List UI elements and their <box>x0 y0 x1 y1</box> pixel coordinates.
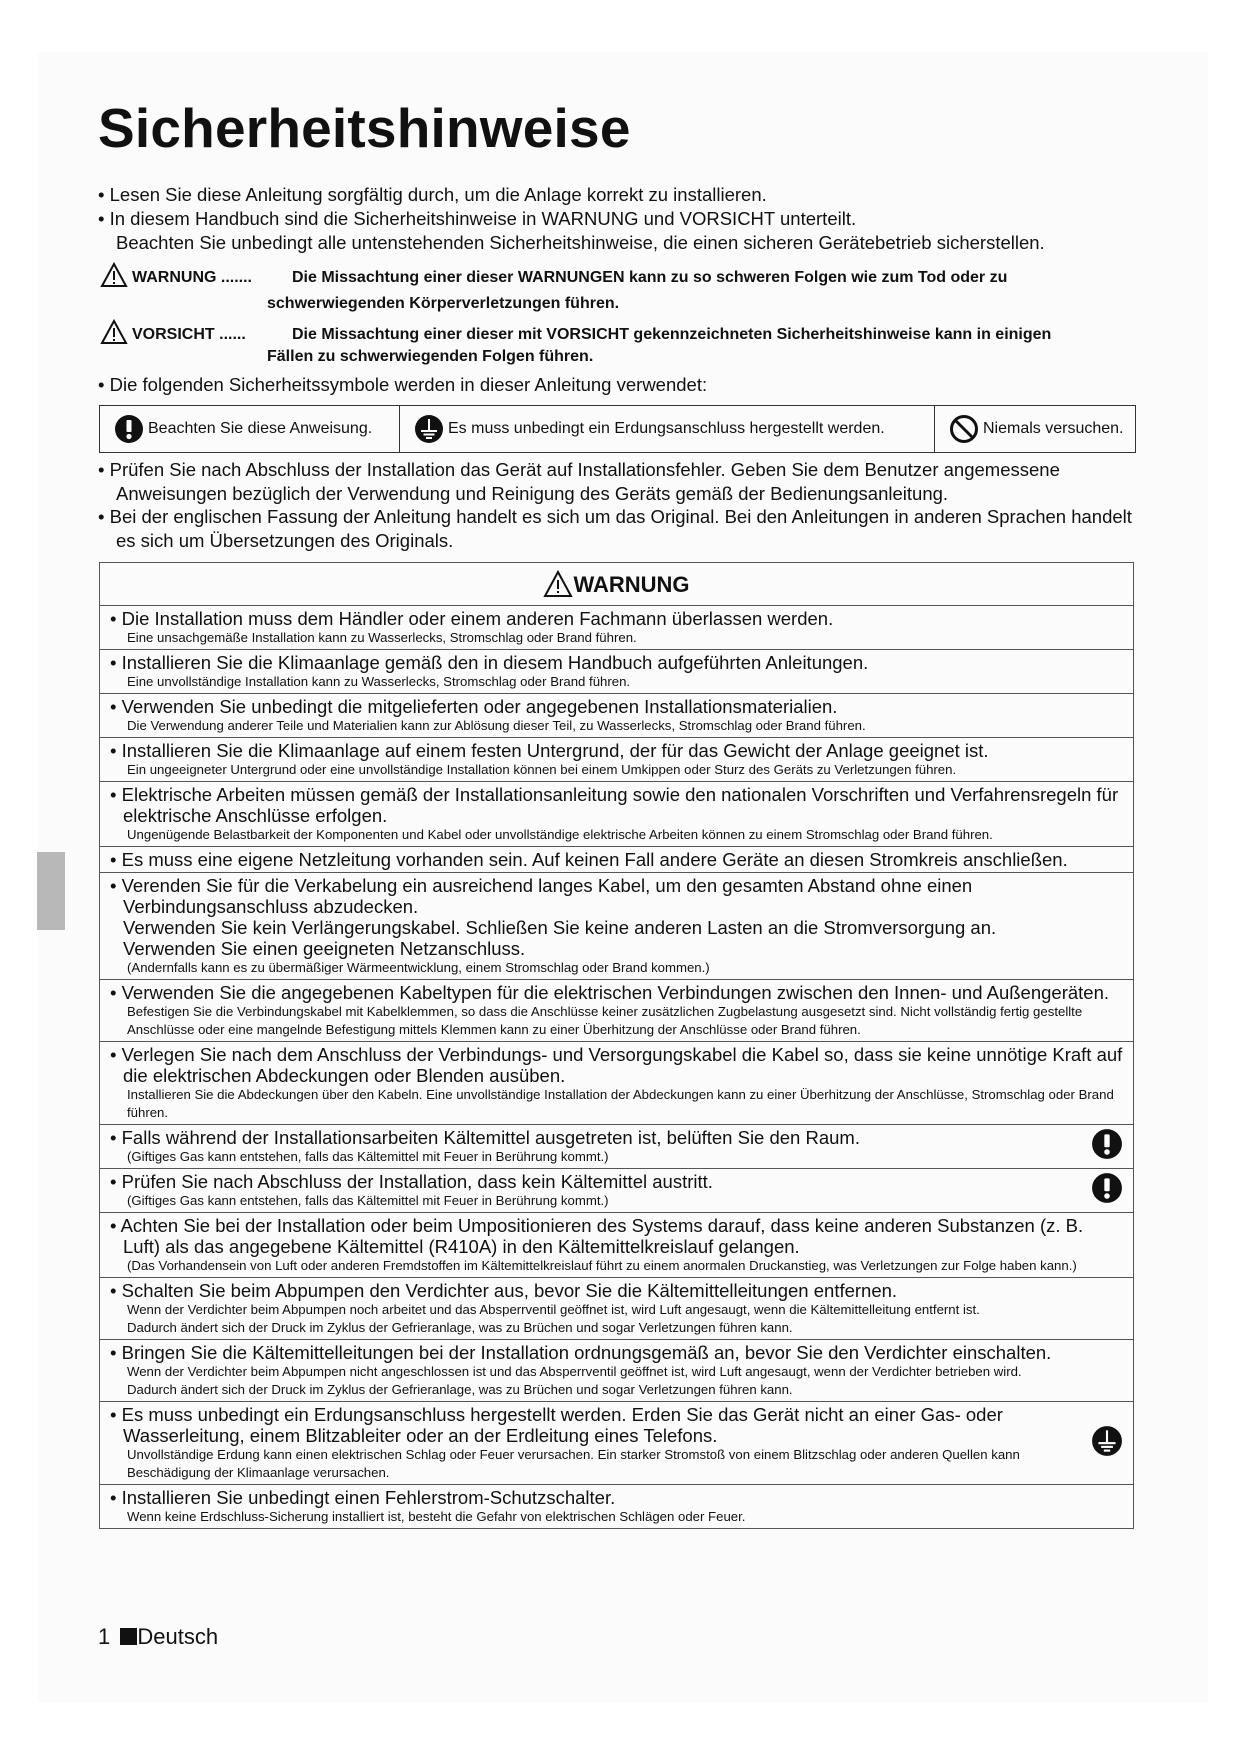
warning-row <box>100 1125 1134 1169</box>
warning-row-detail: (Giftiges Gas kann entstehen, falls das Kältemittel mit Feuer in Berührung kommt.) <box>127 1193 609 1208</box>
warning-row-main: • Achten Sie bei der Installation oder beim Umpositionieren des Systems darauf, dass keine anderen Substanzen (z. B. Luft) als das angegebene Kältemittel (R410A) in den Kältemittelkreislauf gelangen. <box>110 1215 1084 1257</box>
warning-row-detail: Installieren Sie die Abdeckungen über den Kabeln. Eine unvollständige Installation der Abdeckungen kann zu einer Überhitzung der Anschlüsse, Stromschlag oder Brand führen. <box>127 1087 1114 1120</box>
warning-row-detail: (Andernfalls kann es zu übermäßiger Wärmeentwicklung, einem Stromschlag oder Brand kommen.) <box>127 960 710 975</box>
ground-icon <box>1091 1425 1123 1462</box>
warning-triangle-icon <box>100 262 128 288</box>
warning-row-main: • Es muss unbedingt ein Erdungsanschluss hergestellt werden. Erden Sie das Gerät nicht an einer Gas- oder Wasserleitung, einem Blitzableiter oder an der Erdleitung eines Telefons. <box>110 1404 1003 1446</box>
symbol-cell <box>935 406 1135 452</box>
warning-row-detail: (Giftiges Gas kann entstehen, falls das Kältemittel mit Feuer in Berührung kommt.) <box>127 1149 609 1164</box>
square-icon <box>120 1628 137 1645</box>
warning-row-main: • Verwenden Sie die angegebenen Kabeltypen für die elektrischen Verbindungen zwischen den Innen- und Außengeräten. <box>110 982 1110 1003</box>
warning-row-detail: Eine unvollständige Installation kann zu Wasserlecks, Stromschlag oder Brand führen. <box>127 674 631 689</box>
symbols-legend <box>99 405 1136 453</box>
warning-row-main: • Prüfen Sie nach Abschluss der Installation, dass kein Kältemittel austritt. <box>110 1171 713 1192</box>
footer-language: Deutsch <box>137 1624 219 1649</box>
warning-table <box>99 562 1134 1529</box>
note-item: • Prüfen Sie nach Abschluss der Installation das Gerät auf Installationsfehler. Geben Sie dem Benutzer angemessene Anweisungen bezüglich der Verwendung und Reinigung des Geräts gemäß der Bedienungsanleitung. <box>98 459 1060 504</box>
warning-row-detail: Eine unsachgemäße Installation kann zu Wasserlecks, Stromschlag oder Brand führen. <box>127 630 637 645</box>
warning-row-detail: (Das Vorhandensein von Luft oder anderen Fremdstoffen im Kältemittelkreislauf führt zu einem anormalen Druckanstieg, was Verletzungen zur Folge haben kann.) <box>127 1258 1077 1273</box>
warning-row <box>100 694 1134 738</box>
warning-row <box>100 1485 1134 1529</box>
signal-caution-text: Die Missachtung einer dieser mit VORSICHT gekennzeichneten Sicherheitshinweise kann in einigen <box>292 326 1052 343</box>
warning-row <box>100 650 1134 694</box>
warning-row-main: • Installieren Sie unbedingt einen Fehlerstrom-Schutzschalter. <box>110 1487 616 1508</box>
warning-row-detail: Befestigen Sie die Verbindungskabel mit Kabelklemmen, so dass die Anschlüsse keiner zusätzlichen Zugbelastung ausgesetzt sind. Nicht vollständig fertig gestellte Anschlüsse oder eine mangelnde Befestigung mittels Klemmen kann zu einer Überhitzung der Anschlüsse oder Brand führen. <box>127 1004 1083 1037</box>
symbol-cell <box>100 406 400 452</box>
warning-row-main: • Installieren Sie die Klimaanlage auf einem festen Untergrund, der für das Gewicht der Anlage geeignet ist. <box>110 740 989 761</box>
symbol-label: Niemals versuchen. <box>983 420 1124 437</box>
notes-list <box>98 458 1138 552</box>
warning-triangle-icon <box>543 570 573 598</box>
warning-row-detail: Die Verwendung anderer Teile und Materialien kann zur Ablösung dieser Teil, zu Wasserlecks, Stromschlag oder Brand führen. <box>127 718 866 733</box>
warning-row-main: • Verlegen Sie nach dem Anschluss der Verbindungs- und Versorgungskabel die Kabel so, dass sie keine unnötige Kraft auf die elektrischen Abdeckungen oder Blenden ausüben. <box>110 1044 1123 1086</box>
symbol-label: Es muss unbedingt ein Erdungsanschluss hergestellt werden. <box>448 420 885 437</box>
warning-row <box>100 1278 1134 1340</box>
warning-row-main: • Verwenden Sie unbedingt die mitgelieferten oder angegebenen Installationsmaterialien. <box>110 696 838 717</box>
warning-row-main: • Es muss eine eigene Netzleitung vorhanden sein. Auf keinen Fall andere Geräte an diesen Stromkreis anschließen. <box>110 849 1068 870</box>
warning-row-detail: Unvollständige Erdung kann einen elektrischen Schlag oder Feuer verursachen. Ein starker Stromstoß von einem Blitzschlag oder anderen Quellen kann Beschädigung der Klimaanlage verursachen. <box>127 1447 1020 1480</box>
symbols-intro: • Die folgenden Sicherheitssymbole werden in dieser Anleitung verwendet: <box>98 374 708 395</box>
signal-warning <box>100 262 1140 317</box>
warning-row-main: • Verenden Sie für die Verkabelung ein ausreichend langes Kabel, um den gesamten Abstand ohne einen Verbindungsanschluss abzudecken. Verwenden Sie kein Verlängerungskabel. Schließen Sie keine anderen Lasten an die Stromversorgung an. Verwenden Sie einen geeigneten Netzanschluss. <box>110 875 997 959</box>
symbol-cell <box>400 406 935 452</box>
warning-row-detail: Wenn der Verdichter beim Abpumpen nicht angeschlossen ist und das Absperrventil geöffnet ist, wird Luft angesaugt, wenn der Verdichter betrieben wird. Dadurch ändert sich der Druck im Zyklus der Gefrieranlage, was zu Brüchen und sogar Verletzungen führen kann. <box>127 1364 1022 1397</box>
warning-row-detail: Ungenügende Belastbarkeit der Komponenten und Kabel oder unvollständige elektrische Arbeiten können zu einem Stromschlag oder Brand führen. <box>127 827 993 842</box>
warning-row <box>100 1042 1134 1125</box>
warning-row <box>100 606 1134 650</box>
warning-row <box>100 1213 1134 1278</box>
warning-row-main: • Schalten Sie beim Abpumpen den Verdichter aus, bevor Sie die Kältemittelleitungen entfernen. <box>110 1280 898 1301</box>
warning-row-main: • Falls während der Installationsarbeiten Kältemittel ausgetreten ist, belüften Sie den Raum. <box>110 1127 860 1148</box>
prohibited-icon <box>949 414 979 444</box>
warning-row <box>100 1402 1134 1485</box>
exclamation-icon <box>114 414 144 444</box>
intro-item: • In diesem Handbuch sind die Sicherheitshinweise in WARNUNG und VORSICHT unterteilt. <box>98 208 857 229</box>
intro-list <box>98 183 1138 255</box>
intro-item: Beachten Sie unbedingt alle untenstehenden Sicherheitshinweise, die einen sicheren Gerätebetrieb sicherstellen. <box>116 232 1045 253</box>
symbol-label: Beachten Sie diese Anweisung. <box>148 420 373 437</box>
warning-row <box>100 980 1134 1042</box>
exclamation-icon <box>1091 1172 1123 1209</box>
signal-caution-text-2: Fällen zu schwerwiegenden Folgen führen. <box>267 348 594 365</box>
warning-row <box>100 873 1134 980</box>
warning-row-detail: Wenn keine Erdschluss-Sicherung installiert ist, besteht die Gefahr von elektrischen Schlägen oder Feuer. <box>127 1509 746 1524</box>
side-tab-marker <box>37 852 65 930</box>
warning-row <box>100 1169 1134 1213</box>
exclamation-icon <box>1091 1128 1123 1165</box>
page-footer <box>98 1624 218 1650</box>
signal-warning-label: WARNUNG ....... <box>132 269 252 286</box>
warning-row <box>100 1340 1134 1402</box>
page-title: Sicherheitshinweise <box>98 97 631 159</box>
page-number: 1 <box>98 1624 111 1649</box>
signal-warning-text: Die Missachtung einer dieser WARNUNGEN kann zu so schweren Folgen wie zum Tod oder zu <box>292 269 1008 286</box>
warning-row-main: • Bringen Sie die Kältemittelleitungen bei der Installation ordnungsgemäß an, bevor Sie den Verdichter einschalten. <box>110 1342 1052 1363</box>
warning-row <box>100 782 1134 847</box>
warning-table-header <box>100 563 1134 606</box>
warning-row-main: • Elektrische Arbeiten müssen gemäß der Installationsanleitung sowie den nationalen Vorschriften und Verfahrensregeln für elektrische Anschlüsse erfolgen. <box>110 784 1119 826</box>
signal-warning-text-2: schwerwiegenden Körperverletzungen führen. <box>267 295 620 312</box>
warning-row-detail: Wenn der Verdichter beim Abpumpen noch arbeitet und das Absperrventil geöffnet ist, wird Luft angesaugt, wenn die Kältemittelleitung entfernt ist. Dadurch ändert sich der Druck im Zyklus der Gefrieranlage, was zu Brüchen und sogar Verletzungen führen kann. <box>127 1302 980 1335</box>
warning-row <box>100 738 1134 782</box>
signal-caution <box>100 319 1140 368</box>
note-item: • Bei der englischen Fassung der Anleitung handelt es sich um das Original. Bei den Anleitungen in anderen Sprachen handelt es sich um Übersetzungen des Originals. <box>98 506 1132 551</box>
ground-icon <box>414 414 444 444</box>
warning-triangle-icon <box>100 319 128 345</box>
intro-item: • Lesen Sie diese Anleitung sorgfältig durch, um die Anlage korrekt zu installieren. <box>98 184 767 205</box>
warning-row-main: • Die Installation muss dem Händler oder einem anderen Fachmann überlassen werden. <box>110 608 834 629</box>
warning-row-main: • Installieren Sie die Klimaanlage gemäß den in diesem Handbuch aufgeführten Anleitungen. <box>110 652 869 673</box>
warning-row <box>100 847 1134 873</box>
warning-row-detail: Ein ungeeigneter Untergrund oder eine unvollständige Installation können bei einem Umkippen oder Sturz des Geräts zu Verletzungen führen. <box>127 762 957 777</box>
signal-caution-label: VORSICHT ...... <box>132 326 246 343</box>
warning-table-title: WARNUNG <box>573 572 690 597</box>
